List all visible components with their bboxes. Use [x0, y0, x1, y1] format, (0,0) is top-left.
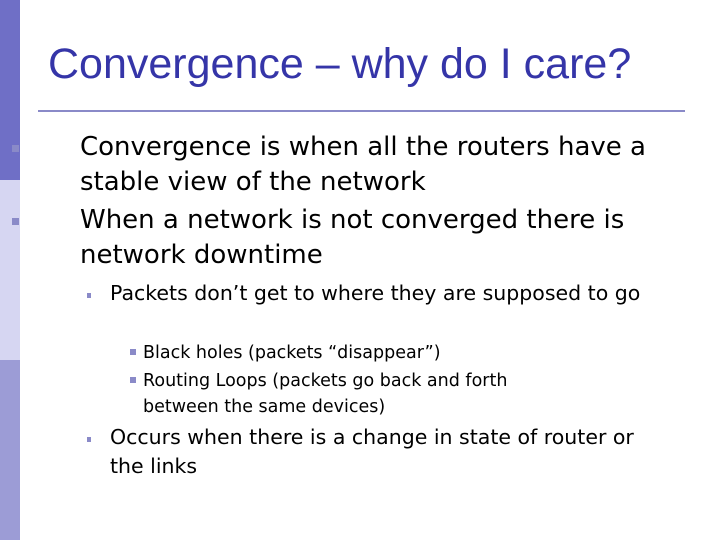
bullet-text: Packets don’t get to where they are supposed to go [110, 281, 641, 305]
bullet-text: Routing Loops (packets go back and forth between the same devices) [143, 371, 508, 417]
bullet-text: Black holes (packets “disappear”) [143, 343, 441, 363]
slide-title: Convergence – why do I care? [48, 40, 632, 88]
bullet-text: When a network is not converged there is network downtime [80, 205, 625, 270]
square-bullet-icon [12, 218, 19, 225]
sub-bullet-packets [110, 279, 670, 308]
title-divider [38, 110, 685, 112]
sub-sub-bullet-black-holes [143, 340, 663, 366]
square-bullet-icon [130, 349, 136, 355]
square-bullet-icon [87, 293, 91, 298]
left-accent-bar-top [0, 0, 20, 180]
left-accent-bar-bottom [0, 360, 20, 540]
sub-bullet-state-change [110, 423, 670, 481]
square-bullet-icon [12, 145, 19, 152]
bullet-text: Occurs when there is a change in state of router or the links [110, 425, 634, 478]
bullet-convergence-definition [80, 130, 680, 200]
square-bullet-icon [130, 377, 136, 383]
bullet-text: Convergence is when all the routers have a stable view of the network [80, 132, 646, 197]
bullet-network-downtime [80, 203, 680, 273]
square-bullet-icon [87, 437, 91, 442]
sub-sub-bullet-routing-loops [143, 368, 583, 420]
left-accent-bar-middle [0, 180, 20, 360]
